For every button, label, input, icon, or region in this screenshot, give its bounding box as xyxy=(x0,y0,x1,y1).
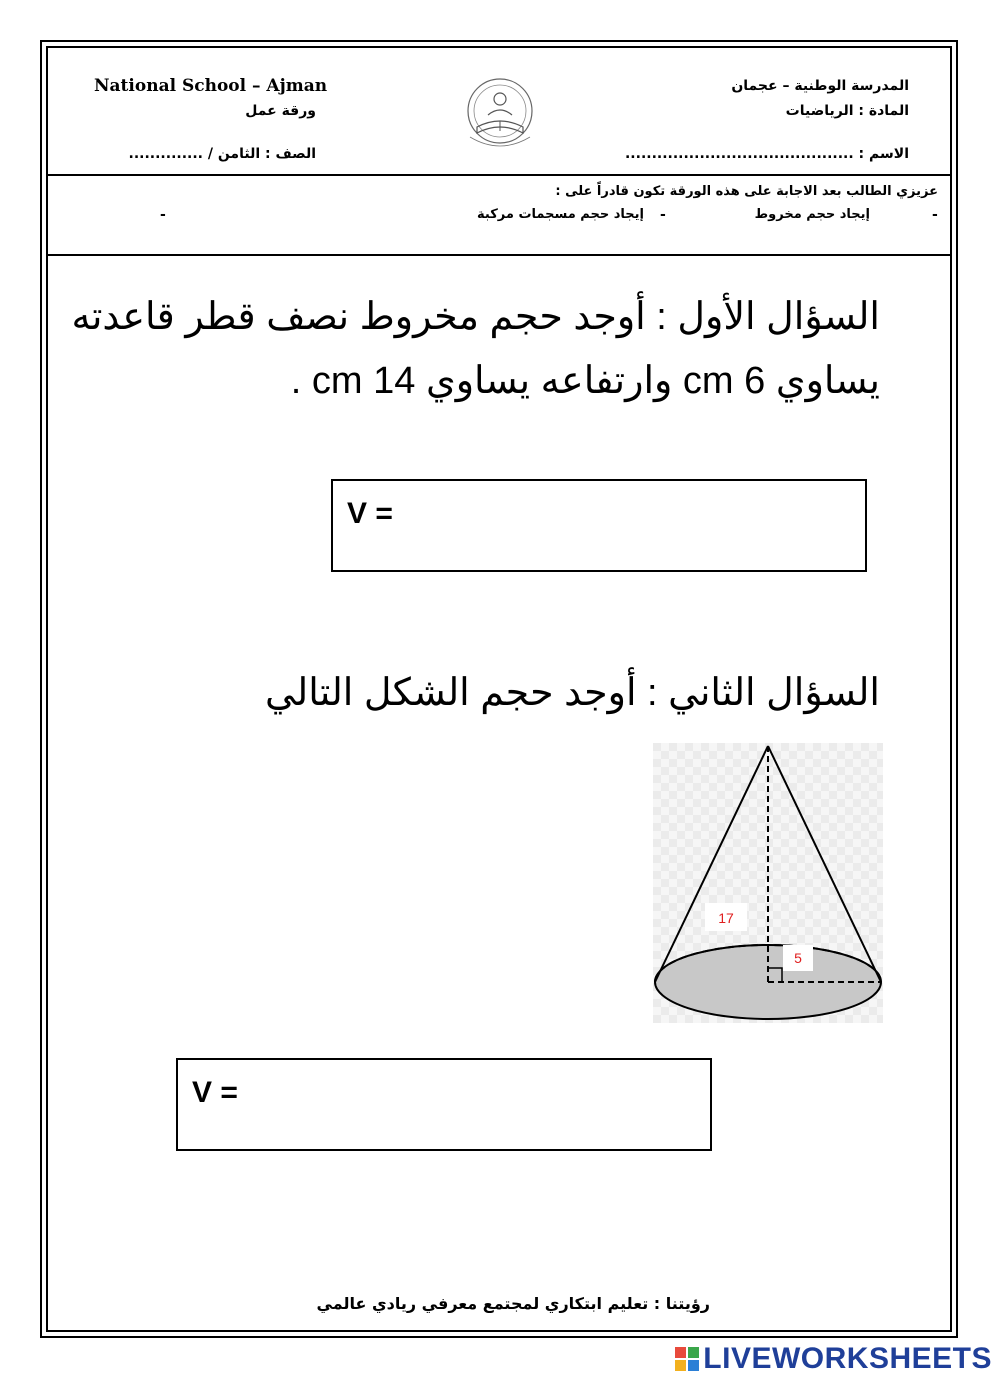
objective-dash-2: - xyxy=(660,207,666,223)
radius-label: 5 xyxy=(794,950,802,966)
school-name-en: National School – Ajman xyxy=(94,76,328,96)
cone-figure xyxy=(653,743,883,1023)
objective-item-1: إيجاد حجم مخروط xyxy=(754,207,870,222)
question2-answer-box[interactable] xyxy=(176,1058,712,1151)
question2-answer-label: V = xyxy=(192,1076,238,1109)
school-logo xyxy=(455,75,545,155)
objectives-intro: عزيزي الطالب بعد الاجابة على هذه الورقة تكون قادراً على : xyxy=(555,184,938,199)
header-divider xyxy=(46,174,952,176)
question1-line2: يساوي 6 cm وارتفاعه يساوي 14 cm . xyxy=(290,360,880,402)
question2-text: السؤال الثاني : أوجد حجم الشكل التالي xyxy=(264,672,880,714)
objectives-divider xyxy=(46,254,952,256)
liveworksheets-logo[interactable] xyxy=(675,1343,992,1375)
school-name-ar: المدرسة الوطنية – عجمان xyxy=(731,78,909,94)
question1-answer-box[interactable] xyxy=(331,479,867,572)
vision-statement: رؤيتنا : تعليم ابتكاري لمجتمع معرفي ريادي عالمي xyxy=(316,1294,710,1313)
slant-height-label: 17 xyxy=(718,910,734,926)
objective-dash-3: - xyxy=(160,207,166,223)
question1-answer-label: V = xyxy=(347,497,393,530)
subject-label: المادة : الرياضيات xyxy=(785,103,909,119)
objective-item-2: إيجاد حجم مسجمات مركبة xyxy=(477,207,644,222)
worksheet-title: ورقة عمل xyxy=(245,103,316,119)
question1-line1: السؤال الأول : أوجد حجم مخروط نصف قطر قاعدته xyxy=(71,296,880,338)
brand-name: LIVEWORKSHEETS xyxy=(703,1342,992,1375)
objective-dash-1: - xyxy=(932,207,938,223)
student-name-field[interactable]: الاسم : ........................................... xyxy=(624,146,909,162)
grade-field[interactable]: الصف : الثامن / .............. xyxy=(128,146,316,162)
brand-tiles-icon xyxy=(675,1347,699,1371)
